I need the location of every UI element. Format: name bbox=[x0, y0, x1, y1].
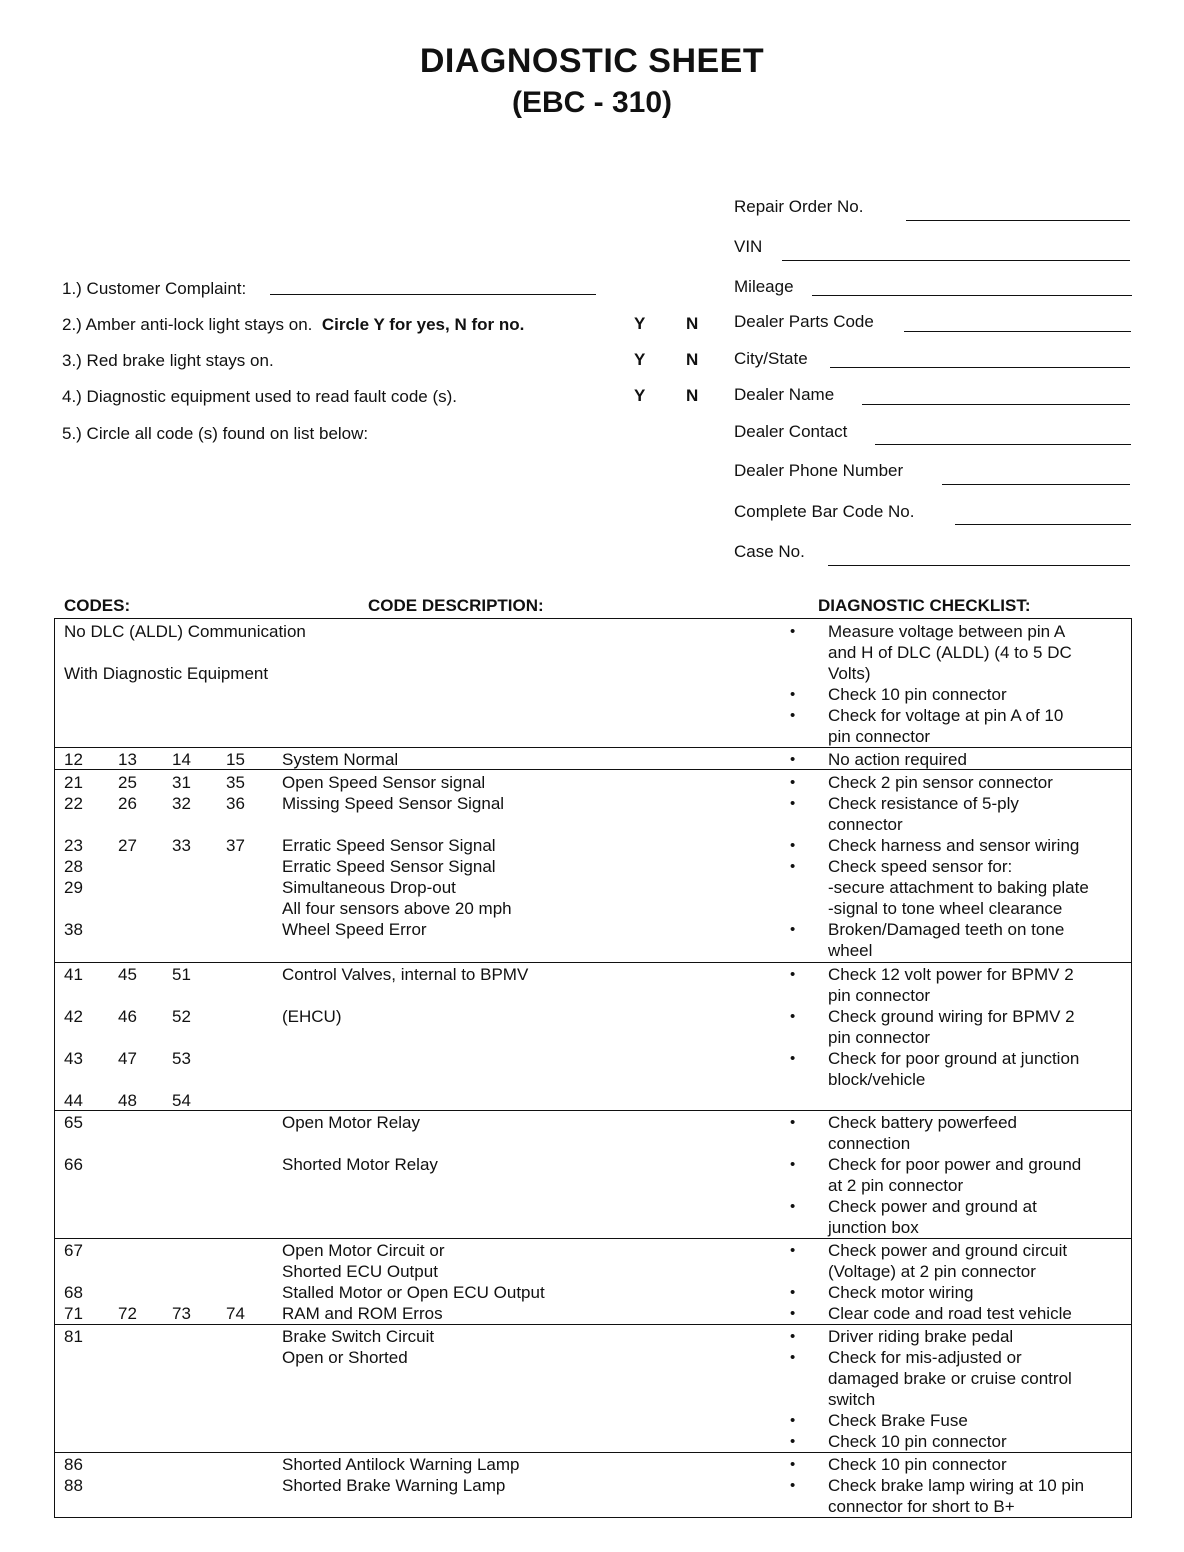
fault-code[interactable]: 53 bbox=[172, 1049, 191, 1068]
code-description: Open Speed Sensor signal bbox=[282, 773, 486, 792]
bullet-icon: • bbox=[790, 795, 796, 812]
checklist-item: Check harness and sensor wiring bbox=[828, 836, 1080, 855]
bar-code-field[interactable] bbox=[955, 524, 1131, 525]
code-description: All four sensors above 20 mph bbox=[282, 899, 512, 918]
fault-code[interactable]: 28 bbox=[64, 857, 83, 876]
fault-code[interactable]: 73 bbox=[172, 1304, 191, 1323]
checklist-item: Check speed sensor for: -secure attachment to baking plate -signal to tone wheel clearance bbox=[828, 857, 1089, 918]
fault-code[interactable]: 32 bbox=[172, 794, 191, 813]
fault-code[interactable]: 67 bbox=[64, 1241, 83, 1260]
q2-no[interactable]: N bbox=[686, 314, 699, 333]
header-code-description: CODE DESCRIPTION: bbox=[368, 596, 544, 615]
bullet-icon: • bbox=[790, 1328, 796, 1345]
bullet-icon: • bbox=[790, 623, 796, 640]
checklist-item: Check power and ground circuit (Voltage) at 2 pin connector bbox=[828, 1241, 1068, 1281]
case-no-field[interactable] bbox=[828, 565, 1130, 566]
bullet-icon: • bbox=[790, 858, 796, 875]
q3-yes[interactable]: Y bbox=[634, 350, 646, 369]
row-divider bbox=[54, 747, 1132, 748]
bullet-icon: • bbox=[790, 1456, 796, 1473]
fault-code[interactable]: 88 bbox=[64, 1476, 83, 1495]
bullet-icon: • bbox=[790, 1477, 796, 1494]
page-title: DIAGNOSTIC SHEET bbox=[419, 42, 765, 80]
code-description: Open Motor Relay bbox=[282, 1113, 420, 1132]
question-red-brake-light: 3.) Red brake light stays on. bbox=[62, 351, 274, 370]
fault-code[interactable]: 86 bbox=[64, 1455, 83, 1474]
dealer-parts-code-field[interactable] bbox=[904, 331, 1131, 332]
checklist-item: Clear code and road test vehicle bbox=[828, 1304, 1072, 1323]
fault-code[interactable]: 22 bbox=[64, 794, 83, 813]
checklist-item: Check 10 pin connector bbox=[828, 685, 1007, 704]
bullet-icon: • bbox=[790, 1242, 796, 1259]
bullet-icon: • bbox=[790, 1198, 796, 1215]
code-description: Shorted Antilock Warning Lamp bbox=[282, 1455, 520, 1474]
fault-code[interactable]: 46 bbox=[118, 1007, 137, 1026]
fault-code[interactable]: 29 bbox=[64, 878, 83, 897]
fault-code[interactable]: 33 bbox=[172, 836, 191, 855]
checklist-item: Driver riding brake pedal bbox=[828, 1327, 1014, 1346]
fault-code[interactable]: 71 bbox=[64, 1304, 83, 1323]
fault-code[interactable]: 15 bbox=[226, 750, 245, 769]
fault-code[interactable]: With Diagnostic Equipment bbox=[64, 664, 269, 683]
q3-no[interactable]: N bbox=[686, 350, 699, 369]
fault-code[interactable]: 12 bbox=[64, 750, 83, 769]
fault-code[interactable]: 26 bbox=[118, 794, 137, 813]
code-description: (EHCU) bbox=[282, 1007, 342, 1026]
checklist-item: Check 10 pin connector bbox=[828, 1432, 1007, 1451]
checklist-item: Check power and ground at junction box bbox=[828, 1197, 1037, 1237]
fault-code[interactable]: 47 bbox=[118, 1049, 137, 1068]
question-diagnostic-equipment: 4.) Diagnostic equipment used to read fault code (s). bbox=[62, 387, 457, 406]
fault-code[interactable]: 27 bbox=[118, 836, 137, 855]
dealer-contact-label: Dealer Contact bbox=[734, 422, 848, 441]
fault-code[interactable]: 25 bbox=[118, 773, 137, 792]
vin-label: VIN bbox=[734, 237, 763, 256]
fault-code[interactable]: 52 bbox=[172, 1007, 191, 1026]
bullet-icon: • bbox=[790, 1008, 796, 1025]
fault-code[interactable]: 21 bbox=[64, 773, 83, 792]
bullet-icon: • bbox=[790, 751, 796, 768]
customer-complaint-field[interactable] bbox=[270, 294, 596, 295]
checklist-item: Check 12 volt power for BPMV 2 pin connector bbox=[828, 965, 1074, 1005]
code-description: Wheel Speed Error bbox=[282, 920, 427, 939]
code-description: Erratic Speed Sensor Signal bbox=[282, 836, 496, 855]
checklist-item: No action required bbox=[828, 750, 967, 769]
fault-code[interactable]: 45 bbox=[118, 965, 137, 984]
repair-order-field[interactable] bbox=[906, 220, 1130, 221]
fault-code[interactable]: 42 bbox=[64, 1007, 83, 1026]
fault-code[interactable]: 48 bbox=[118, 1091, 137, 1110]
fault-code[interactable]: 81 bbox=[64, 1327, 83, 1346]
fault-code[interactable]: 41 bbox=[64, 965, 83, 984]
checklist-item: Check for poor ground at junction block/vehicle bbox=[828, 1049, 1080, 1089]
fault-code[interactable]: 14 bbox=[172, 750, 191, 769]
row-divider bbox=[54, 1238, 1132, 1239]
bullet-icon: • bbox=[790, 707, 796, 724]
dealer-contact-field[interactable] bbox=[875, 444, 1131, 445]
bullet-icon: • bbox=[790, 1114, 796, 1131]
bullet-icon: • bbox=[790, 1433, 796, 1450]
mileage-label: Mileage bbox=[734, 277, 794, 296]
fault-code[interactable]: 72 bbox=[118, 1304, 137, 1323]
bullet-icon: • bbox=[790, 1412, 796, 1429]
dealer-name-label: Dealer Name bbox=[734, 385, 835, 404]
checklist-item: Check resistance of 5-ply connector bbox=[828, 794, 1019, 834]
code-description: Shorted ECU Output bbox=[282, 1262, 438, 1281]
bullet-icon: • bbox=[790, 1349, 796, 1366]
fault-code[interactable]: 51 bbox=[172, 965, 191, 984]
fault-code[interactable]: 37 bbox=[226, 836, 245, 855]
bullet-icon: • bbox=[790, 1305, 796, 1322]
row-divider bbox=[54, 962, 1132, 963]
q2-yes[interactable]: Y bbox=[634, 314, 646, 333]
fault-code[interactable]: 43 bbox=[64, 1049, 83, 1068]
checklist-item: Measure voltage between pin A and H of DLC (ALDL) (4 to 5 DC Volts) bbox=[828, 622, 1072, 683]
checklist-item: Check Brake Fuse bbox=[828, 1411, 968, 1430]
fault-code[interactable]: 44 bbox=[64, 1091, 83, 1110]
checklist-item: Check 2 pin sensor connector bbox=[828, 773, 1053, 792]
code-description: Shorted Motor Relay bbox=[282, 1155, 438, 1174]
fault-code[interactable]: 38 bbox=[64, 920, 83, 939]
q4-yes[interactable]: Y bbox=[634, 386, 646, 405]
question-customer-complaint: 1.) Customer Complaint: bbox=[62, 279, 247, 298]
question-amber-light bbox=[62, 315, 524, 335]
code-description: Shorted Brake Warning Lamp bbox=[282, 1476, 506, 1495]
checklist-item: Check for poor power and ground at 2 pin connector bbox=[828, 1155, 1082, 1195]
mileage-field[interactable] bbox=[812, 295, 1132, 296]
fault-code[interactable]: 66 bbox=[64, 1155, 83, 1174]
question-amber-light-instruction: Circle Y for yes, N for no. bbox=[321, 315, 525, 334]
header-codes: CODES: bbox=[64, 596, 131, 615]
checklist-item: Broken/Damaged teeth on tone wheel bbox=[828, 920, 1065, 960]
question-circle-codes: 5.) Circle all code (s) found on list below: bbox=[62, 424, 369, 443]
code-description: System Normal bbox=[282, 750, 399, 769]
bar-code-label: Complete Bar Code No. bbox=[734, 502, 915, 521]
code-description: Brake Switch Circuit bbox=[282, 1327, 435, 1346]
bullet-icon: • bbox=[790, 686, 796, 703]
checklist-item: Check brake lamp wiring at 10 pin connector for short to B+ bbox=[828, 1476, 1085, 1516]
fault-code[interactable]: 13 bbox=[118, 750, 137, 769]
dealer-phone-field[interactable] bbox=[942, 484, 1130, 485]
bullet-icon: • bbox=[790, 966, 796, 983]
checklist-item: Check for voltage at pin A of 10 pin connector bbox=[828, 706, 1064, 746]
checklist-item: Check ground wiring for BPMV 2 pin connector bbox=[828, 1007, 1075, 1047]
fault-code[interactable]: No DLC (ALDL) Communication bbox=[64, 622, 306, 641]
code-description: Erratic Speed Sensor Signal bbox=[282, 857, 496, 876]
fault-code[interactable]: 36 bbox=[226, 794, 245, 813]
case-no-label: Case No. bbox=[734, 542, 805, 561]
q4-no[interactable]: N bbox=[686, 386, 699, 405]
code-description: Open Motor Circuit or bbox=[282, 1241, 445, 1260]
question-amber-light-text: 2.) Amber anti-lock light stays on. bbox=[62, 315, 313, 334]
code-description: Simultaneous Drop-out bbox=[282, 878, 456, 897]
bullet-icon: • bbox=[790, 837, 796, 854]
repair-order-label: Repair Order No. bbox=[734, 197, 864, 216]
fault-code[interactable]: 35 bbox=[226, 773, 245, 792]
checklist-item: Check motor wiring bbox=[828, 1283, 974, 1302]
header-diagnostic-checklist: DIAGNOSTIC CHECKLIST: bbox=[818, 596, 1031, 615]
city-state-field[interactable] bbox=[830, 367, 1130, 368]
checklist-item: Check battery powerfeed connection bbox=[828, 1113, 1017, 1153]
code-description: Stalled Motor or Open ECU Output bbox=[282, 1283, 545, 1302]
dealer-parts-code-label: Dealer Parts Code bbox=[734, 312, 874, 331]
checklist-item: Check 10 pin connector bbox=[828, 1455, 1007, 1474]
bullet-icon: • bbox=[790, 1156, 796, 1173]
code-description: RAM and ROM Erros bbox=[282, 1304, 443, 1323]
fault-code[interactable]: 54 bbox=[172, 1091, 191, 1110]
bullet-icon: • bbox=[790, 921, 796, 938]
fault-code[interactable]: 74 bbox=[226, 1304, 245, 1323]
fault-code[interactable]: 68 bbox=[64, 1283, 83, 1302]
page-subtitle: (EBC - 310) bbox=[511, 86, 673, 119]
city-state-label: City/State bbox=[734, 349, 808, 368]
code-description: Control Valves, internal to BPMV bbox=[282, 965, 529, 984]
bullet-icon: • bbox=[790, 1284, 796, 1301]
dealer-name-field[interactable] bbox=[862, 404, 1130, 405]
vin-field[interactable] bbox=[782, 260, 1130, 261]
code-description: Missing Speed Sensor Signal bbox=[282, 794, 505, 813]
fault-code[interactable]: 65 bbox=[64, 1113, 83, 1132]
dealer-phone-label: Dealer Phone Number bbox=[734, 461, 904, 480]
row-divider bbox=[54, 1452, 1132, 1453]
row-divider bbox=[54, 1110, 1132, 1111]
row-divider bbox=[54, 1324, 1132, 1325]
fault-code[interactable]: 31 bbox=[172, 773, 191, 792]
code-description: Open or Shorted bbox=[282, 1348, 408, 1367]
bullet-icon: • bbox=[790, 774, 796, 791]
checklist-item: Check for mis-adjusted or damaged brake or cruise control switch bbox=[828, 1348, 1072, 1409]
fault-code[interactable]: 23 bbox=[64, 836, 83, 855]
bullet-icon: • bbox=[790, 1050, 796, 1067]
